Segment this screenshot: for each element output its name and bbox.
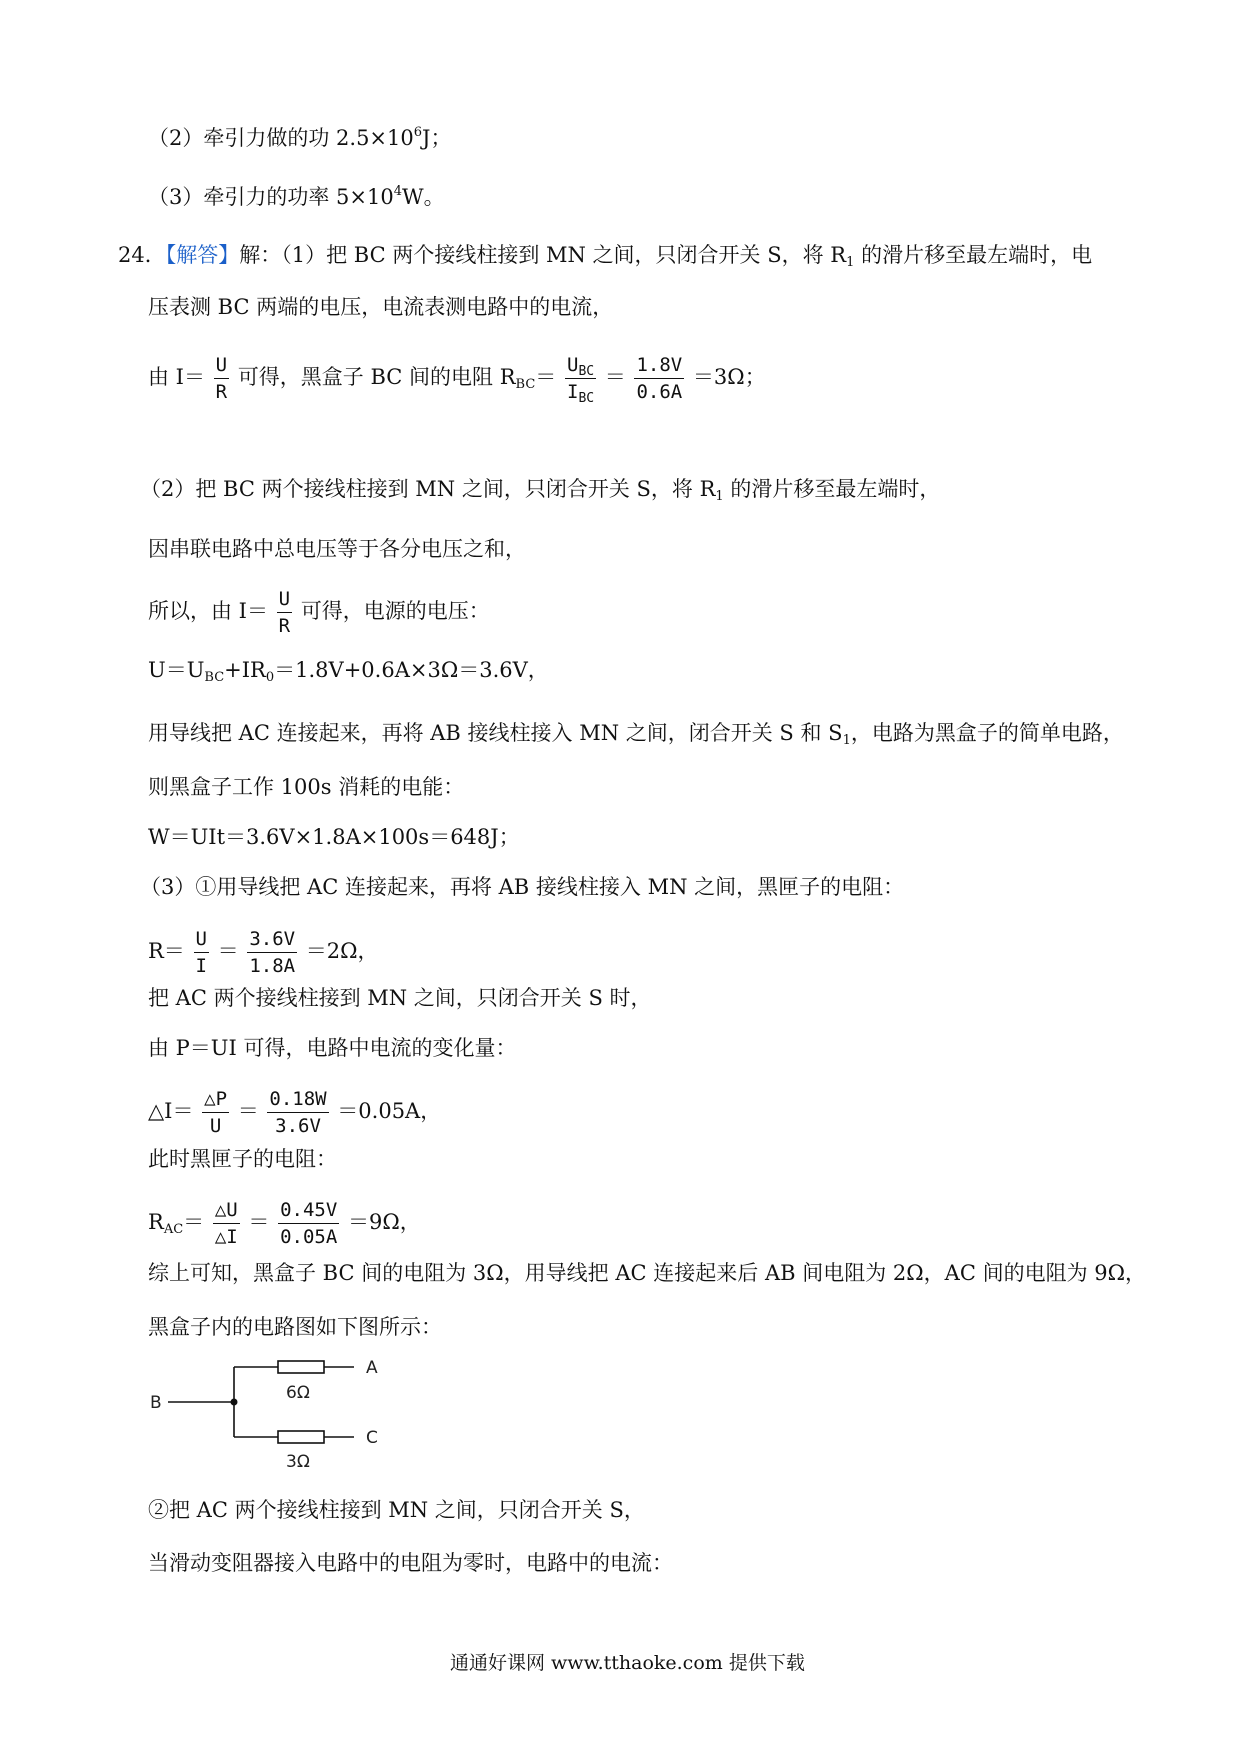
line-part3-2: ②把 AC 两个接线柱接到 MN 之间，只闭合开关 S，	[148, 1498, 645, 1522]
question-number: 24．	[118, 243, 166, 267]
line-u-equation: $U=U_{BC}+IR_0=1.8V+0.6A\times 3\Omega=3.6V$，	[148, 658, 549, 685]
line-r-equation: R＝ $\frac{U}{I}$ ＝ $\frac{3.6V}{1.8A}$ ＝2Ω，	[148, 928, 379, 977]
fraction-du-over-di: $\frac{\triangle U}{\triangle I}$	[214, 1199, 238, 1248]
fraction-0.18-over-3.6: $\frac{0.18W}{3.6V}$	[269, 1088, 327, 1137]
terminal-c-label: C	[366, 1428, 378, 1448]
line-zero-resistance: 当滑动变阻器接入电路中的电阻为零时，电路中的电流：	[148, 1551, 673, 1575]
line-source-voltage: 所以，由 I＝ $\frac{U}{R}$ 可得，电源的电压：	[148, 588, 490, 637]
fraction-0.45-over-0.05: $\frac{0.45V}{0.05A}$	[280, 1199, 338, 1248]
line-series: 因串联电路中总电压等于各分电压之和，	[148, 537, 526, 561]
line-work: （2）牵引力做的功 $2.5\times 10^6J$；	[148, 125, 452, 150]
line-box-resistance: 此时黑匣子的电阻：	[148, 1147, 337, 1171]
resistor-3ohm-label: 3Ω	[286, 1452, 310, 1472]
line-voltmeter: 压表测 BC 两端的电压，电流表测电路中的电流，	[148, 295, 614, 319]
resistor-3ohm	[278, 1431, 324, 1443]
fraction-values: $\frac{1.8V}{0.6A}$	[636, 354, 683, 403]
line-w-equation: W＝UIt＝3.6V×1.8A×100s＝648J；	[148, 825, 520, 849]
line-p-ui: 由 P＝UI 可得，电路中电流的变化量：	[148, 1036, 517, 1060]
line-power: （3）牵引力的功率 $5\times 10^4W$。	[148, 184, 445, 209]
line-part2: （2）把 BC 两个接线柱接到 MN 之间，只闭合开关 S，将 $R_1$ 的滑片移至最左端时，	[140, 477, 941, 504]
fraction-dp-over-u: $\frac{\triangle P}{U}$	[204, 1088, 228, 1137]
line-resistance-bc: 由 I＝ $\frac{U}{R}$ 可得，黑盒子 BC 间的电阻 $R_{BC}=$ $\frac{U_{BC}}{I_{BC}}$ ＝ $\frac{1.8V}{0.6A}$ ＝3Ω；	[148, 354, 766, 406]
answer-tag: 【解答】	[165, 243, 240, 267]
question-24-header: 24．【解答】解：（1）把 BC 两个接线柱接到 MN 之间，只闭合开关 S，将 $R_1$ 的滑片移至最左端时，电	[118, 243, 1093, 270]
fraction-u-over-r: $\frac{U}{R}$	[215, 354, 228, 403]
line-diagram-intro: 黑盒子内的电路图如下图所示：	[148, 1315, 442, 1339]
terminal-b-label: B	[150, 1393, 162, 1413]
page-footer: 通通好课网 www.tthaoke.com 提供下载	[450, 1652, 805, 1674]
line-energy: 则黑盒子工作 100s 消耗的电能：	[148, 775, 465, 799]
fraction-ubc-over-ibc: $\frac{U_{BC}}{I_{BC}}$	[566, 354, 595, 406]
line-rac: $R_{AC}=$ $\frac{\triangle U}{\triangle I}$ ＝ $\frac{0.45V}{0.05A}$ ＝9Ω，	[148, 1199, 421, 1248]
resistor-6ohm-label: 6Ω	[286, 1383, 310, 1403]
circuit-diagram	[140, 1345, 400, 1480]
line-summary: 综上可知，黑盒子 BC 间的电阻为 3Ω，用导线把 AC 连接起来后 AB 间电阻为 2Ω，AC 间的电阻为 9Ω，	[148, 1261, 1147, 1285]
terminal-a-label: A	[366, 1358, 378, 1378]
fraction-u-over-i: $\frac{U}{I}$	[195, 928, 207, 977]
fraction-3.6-over-1.8: $\frac{3.6V}{1.8A}$	[249, 928, 296, 977]
resistor-6ohm	[278, 1361, 324, 1373]
fraction-u-over-r-2: $\frac{U}{R}$	[278, 588, 291, 637]
line-connect-ac-2: 把 AC 两个接线柱接到 MN 之间，只闭合开关 S 时，	[148, 986, 652, 1010]
line-delta-i: △I＝ $\frac{\triangle P}{U}$ ＝ $\frac{0.18W}{3.6V}$ ＝0.05A，	[148, 1088, 442, 1137]
line-part3: （3）①用导线把 AC 连接起来，再将 AB 接线柱接入 MN 之间，黑匣子的电阻：	[140, 875, 905, 899]
line-connect-ac: 用导线把 AC 连接起来，再将 AB 接线柱接入 MN 之间，闭合开关 S 和 $S_1$，电路为黑盒子的简单电路，	[148, 721, 1124, 748]
